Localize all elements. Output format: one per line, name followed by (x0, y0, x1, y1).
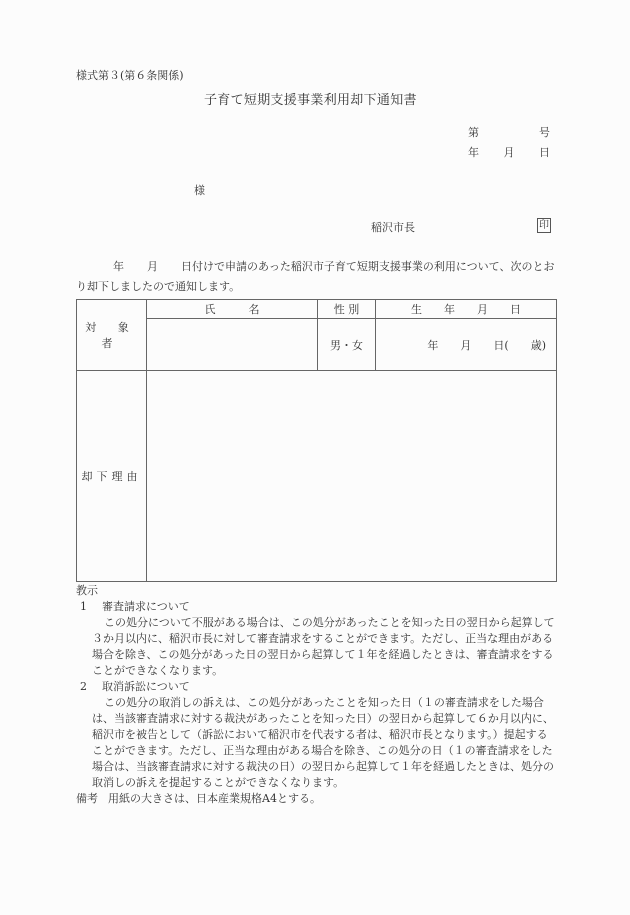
notice-item-1-number: 1 (80, 600, 87, 613)
table-row (77, 319, 557, 371)
dob-header: 生 年 月 日 (376, 300, 557, 319)
table-row (77, 371, 557, 582)
document-number (468, 124, 550, 144)
body-year: 年 (113, 260, 124, 273)
body-text: 日付けで申請のあった稲沢市子育て短期支援事業の利用について、次のとおり却下しましたので通知します。 (76, 260, 555, 293)
reason-field[interactable] (147, 371, 557, 582)
remark-label: 備考 (76, 792, 98, 805)
notice-heading: 教示 (76, 584, 98, 597)
subject-table (76, 299, 557, 582)
table-header-row (77, 300, 557, 319)
sex-field[interactable]: 男・女 (318, 319, 376, 371)
document-title: 子育て短期支援事業利用却下通知書 (204, 93, 417, 108)
notice-section (76, 583, 556, 791)
notice-item-1-title-text: 審査請求について (102, 600, 190, 613)
issuer-name: 稲沢市長 (371, 221, 415, 234)
subject-label: 対 象 者 (77, 300, 147, 371)
doc-date-day: 日 (539, 146, 550, 159)
doc-number-suffix: 号 (539, 126, 550, 139)
name-field[interactable] (147, 319, 318, 371)
remark-text: 用紙の大きさは、日本産業規格A4とする。 (108, 792, 321, 805)
reason-label: 却下理由 (77, 371, 147, 582)
doc-date-month: 月 (503, 146, 515, 159)
dob-field[interactable]: 年 月 日( 歳) (376, 319, 557, 371)
notice-item-1-title (76, 599, 556, 615)
remark (76, 790, 321, 806)
notice-item-2-number: 2 (80, 680, 87, 693)
form-number: 様式第３(第６条関係) (76, 69, 184, 82)
notice-item-2-title (76, 679, 556, 695)
sex-header: 性 別 (318, 300, 376, 319)
doc-date-year: 年 (468, 146, 479, 159)
notice-item-2-text: この処分の取消しの訴えは、この処分があったことを知った日（１の審査請求をした場合は、当該審査請求に対する裁決があったことを知った日）の翌日から起算して６か月以内に、稲沢市を被告として（訴訟において稲沢市を代表する者は、稲沢市長となります。）提起することができます。ただし、正当な理由がある場合を除き、この処分の日（１の審査請求をした場合は、当該審査請求に対する裁決の日）の翌日から起算して１年を経過したときは、処分の取消しの訴えを提起することができなくなります。 (92, 696, 554, 789)
notification-body (76, 257, 556, 297)
addressee-suffix: 様 (194, 184, 205, 197)
document-date (468, 144, 550, 164)
name-header: 氏 名 (147, 300, 318, 319)
doc-number-prefix: 第 (468, 126, 479, 139)
document-number-block (468, 124, 550, 164)
seal-mark: 印 (539, 220, 549, 231)
body-month: 月 (147, 260, 158, 273)
notice-item-2-title-text: 取消訴訟について (102, 680, 190, 693)
notice-item-1-text: この処分について不服がある場合は、この処分があったことを知った日の翌日から起算して３か月以内に、稲沢市長に対して審査請求をすることができます。ただし、正当な理由がある場合を除き、この処分があった日の翌日から起算して１年を経過したときは、審査請求をすることができなくなります。 (92, 616, 555, 677)
